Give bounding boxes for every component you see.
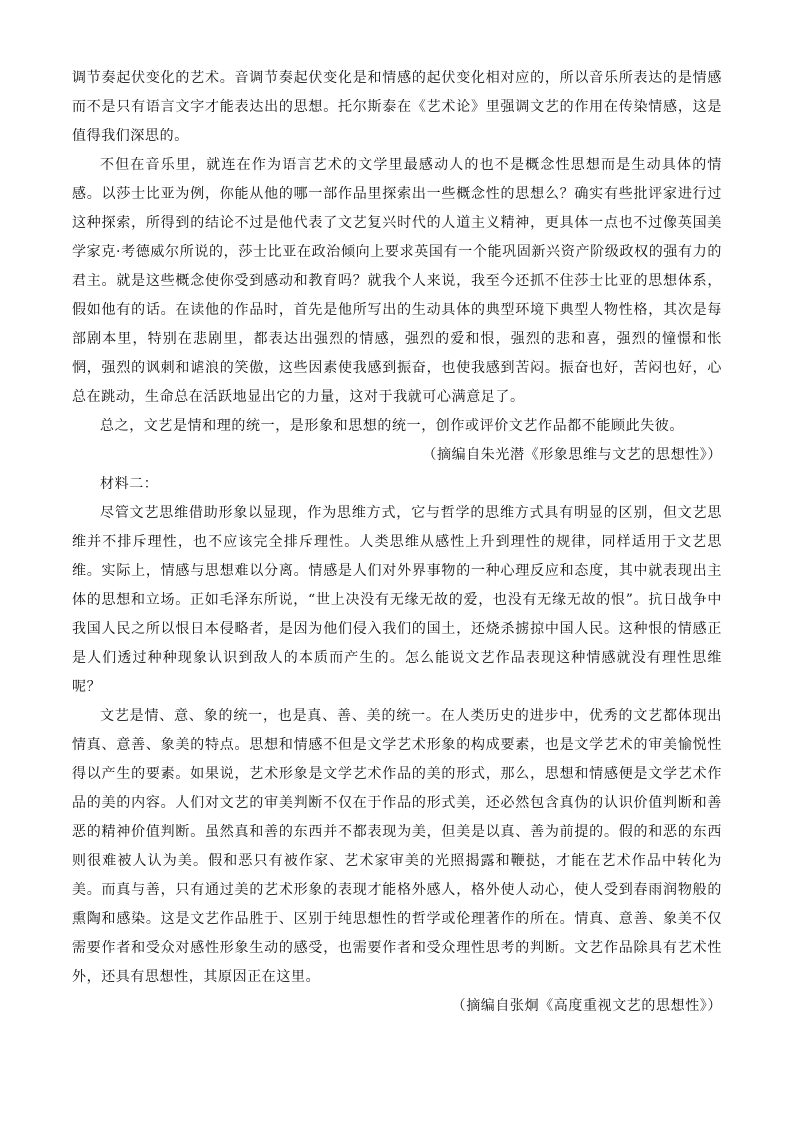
paragraph-conclusion: 总之，文艺是情和理的统一，是形象和思想的统一，创作或评价文艺作品都不能顾此失彼。 [100,418,684,434]
paragraph-rational-thinking: 尽管文艺思维借助形象以显现，作为思维方式，它与哲学的思维方式具有明显的区别，但文艺思维并不排斥理性，也不应该完全排斥理性。人类思维从感性上升到理性的规律，同样适用于文艺思维。实际上，情感与思想难以分离。情感是人们对外界事物的一种心理反应和态度，其中就表现出主体的思想和立场。正如毛泽东所说，“世上决没有无缘无故的爱，也没有无缘无故的恨”。抗日战争中我国人民之所以恨日本侵略者，是因为他们侵入我们的国土，还烧杀掳掠中国人民。这种恨的情感正是人们透过种种现象认识到敌人的本质而产生的。怎么能说文艺作品表现这种情感就没有理性思维呢？ [72,505,722,695]
paragraph-music-emotion: 调节奏起伏变化的艺术。音调节奏起伏变化是和情感的起伏变化相对应的，所以音乐所表达的是情感而不是只有语言文字才能表达出的思想。托尔斯泰在《艺术论》里强调文艺的作用在传染情感，这是值得我们深思的。 [72,70,722,144]
source-citation-2: （摘编自张炯《高度重视文艺的思想性》） [451,998,722,1014]
source-citation-1: （摘编自朱光潜《形象思维与文艺的思想性》） [422,447,722,463]
document-body [72,64,722,1021]
material-two-label: 材料二： [100,476,159,492]
paragraph-shakespeare: 不但在音乐里，就连在作为语言艺术的文学里最感动人的也不是概念性思想而是生动具体的情感。以莎士比亚为例，你能从他的哪一部作品里探索出一些概念性的思想么？确实有些批评家进行过这种探索，所得到的结论不过是他代表了文艺复兴时代的人道主义精神，更具体一点也不过像英国美学家克·考德威尔所说的，莎士比亚在政治倾向上要求英国有一个能巩固新兴资产阶级政权的强有力的君主。就是这些概念使你受到感动和教育吗？就我个人来说，我至今还抓不住莎士比亚的思想体系，假如他有的话。在读他的作品时，首先是他所写出的生动具体的典型环境下典型人物性格，其次是每部剧本里，特别在悲剧里，都表达出强烈的情感，强烈的爱和恨，强烈的悲和喜，强烈的憧憬和怅惘，强烈的讽刺和谑浪的笑傲，这些因素使我感到振奋，也使我感到苦闷。振奋也好，苦闷也好，心总在跳动，生命总在活跃地显出它的力量，这对于我就可心满意足了。 [72,157,722,405]
paragraph-truth-goodness-beauty: 文艺是情、意、象的统一，也是真、善、美的统一。在人类历史的进步中，优秀的文艺都体现出情真、意善、象美的特点。思想和情感不但是文学艺术形象的构成要素，也是文学艺术的审美愉悦性得以产生的要素。如果说，艺术形象是文学艺术作品的美的形式，那么，思想和情感便是文学艺术作品的美的内容。人们对文艺的审美判断不仅在于作品的形式美，还必然包含真伪的认识价值判断和善恶的精神价值判断。虽然真和善的东西并不都表现为美，但美是以真、善为前提的。假的和恶的东西则很难被人认为美。假和恶只有被作家、艺术家审美的光照揭露和鞭挞，才能在艺术作品中转化为美。而真与善，只有通过美的艺术形象的表现才能格外感人，格外使人动心，使人受到春雨润物般的熏陶和感染。这是文艺作品胜于、区别于纯思想性的哲学或伦理著作的所在。情真、意善、象美不仅需要作者和受众对感性形象生动的感受，也需要作者和受众理性思考的判断。文艺作品除具有艺术性外，还具有思想性，其原因正在这里。 [72,708,722,985]
